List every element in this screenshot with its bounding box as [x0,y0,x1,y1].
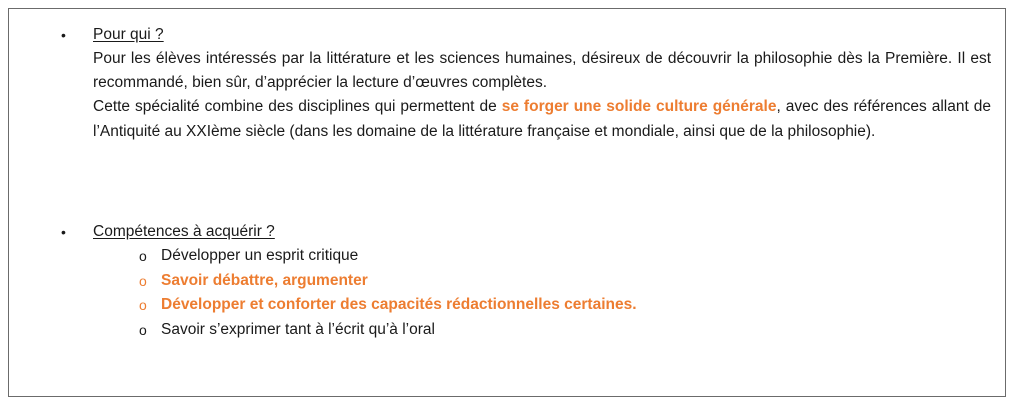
circle-bullet-icon: o [139,272,147,289]
section-heading: Compétences à acquérir ? [93,223,275,240]
list-item [9,318,1005,343]
section-body [93,47,991,144]
list-item-text: Savoir s’exprimer tant à l’écrit qu’à l’oral [161,320,435,338]
list-item-text: Développer et conforter des capacités rédactionnelles certaines. [161,296,637,313]
paragraph-text: , avec des références allant de l’Antiquité au XXIème siècle (dans les domaine de la littérature française et mondiale, ainsi que de la philosophie). [93,98,991,140]
bullet-icon: • [61,27,66,43]
bullet-icon: • [61,224,66,240]
list-item [9,269,1005,294]
circle-bullet-icon: o [139,297,147,313]
list-item-text: Développer un esprit critique [161,247,359,264]
highlighted-text: se forger une solide culture générale [501,98,777,116]
section-heading: Pour qui ? [93,26,164,43]
document-frame [8,8,1006,397]
list-item [9,293,1005,318]
circle-bullet-icon: o [139,248,147,264]
list-item [9,244,1005,269]
circle-bullet-icon: o [139,321,147,338]
paragraph-description [93,95,991,143]
paragraph-audience: Pour les élèves intéressés par la littérature et les sciences humaines, désireux de découvrir la philosophie dès la Première. Il est recommandé, bien sûr, d’apprécier la lecture d’œuvres complètes. [93,50,991,92]
paragraph-text: Cette spécialité combine des disciplines qui permettent de [93,98,502,116]
skills-list [9,244,1005,342]
list-item-text: Savoir débattre, argumenter [161,271,368,289]
